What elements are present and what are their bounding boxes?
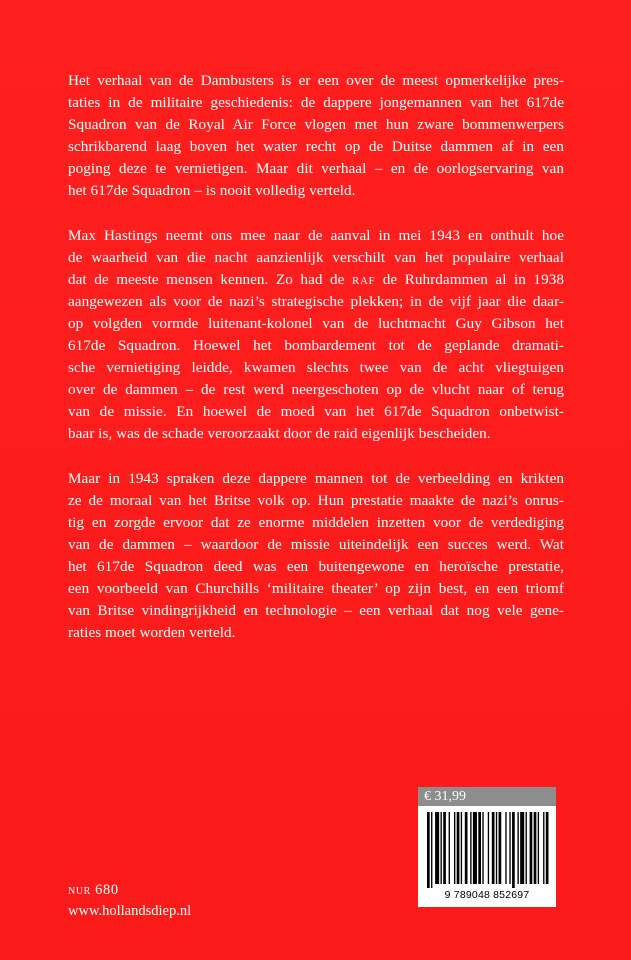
barcode-bar xyxy=(505,812,506,884)
blurb-paragraph-1 xyxy=(68,70,564,202)
blurb-line: een voorbeeld van Churchills ‘militaire theater’ op zijn best, en een triomf xyxy=(68,580,564,597)
barcode-bar xyxy=(435,812,439,884)
barcode-bar xyxy=(543,812,544,884)
blurb-line: 617de Squadron. Hoewel het bombardement tot de geplande dramati- xyxy=(68,337,564,354)
barcode-bar xyxy=(482,812,483,884)
blurb-line: tig en zorgde ervoor dat ze enorme middelen inzetten voor de verdediging xyxy=(68,514,564,531)
barcode-bar xyxy=(520,812,524,884)
blurb-line: de waarheid van die nacht aanzienlijk verschilt van het populaire verhaal xyxy=(68,249,564,266)
blurb-line: het 617de Squadron – is nooit volledig verteld. xyxy=(68,182,356,199)
blurb-line: aangewezen als voor de nazi’s strategische plekken; in de vijf jaar die daar- xyxy=(68,293,564,310)
blurb-line: Squadron van de Royal Air Force vlogen met hun zware bommenwerpers xyxy=(68,116,564,133)
barcode-bar xyxy=(496,812,497,884)
blurb-line: dat de meeste mensen kennen. Zo had de raf de Ruhrdammen al in 1938 xyxy=(68,271,565,288)
blurb-paragraph-3 xyxy=(68,468,564,644)
barcode-bar xyxy=(526,812,527,884)
barcode-bar xyxy=(517,812,518,884)
blurb-line: poging deze te vernietigen. Maar dit verhaal – en de oorlogservaring van xyxy=(68,160,564,177)
barcode-bar xyxy=(473,812,477,884)
barcode-bar xyxy=(488,812,489,884)
barcode-bar xyxy=(454,812,455,884)
barcode-bar xyxy=(465,812,468,884)
barcode-bar xyxy=(478,812,481,884)
blurb-line: sche vernietiging leidde, kwamen slechts twee van de acht vliegtuigen xyxy=(68,359,564,376)
barcode-bar xyxy=(538,812,539,884)
barcode-bar xyxy=(449,812,450,884)
blurb-line: baar is, was de schade veroorzaakt door de raid eigenlijk bescheiden. xyxy=(68,425,491,442)
nur-code: nur 680 xyxy=(68,882,119,898)
blurb-line: van Britse vindingrijkheid en technologie – een verhaal dat nog vele gene- xyxy=(68,602,564,619)
barcode-bar xyxy=(470,812,471,884)
barcode-bar xyxy=(499,812,502,884)
blurb-line: raties moet worden verteld. xyxy=(68,624,236,641)
publisher-website: www.hollandsdiep.nl xyxy=(68,903,192,919)
blurb-line: Maar in 1943 spraken deze dappere mannen tot de verbeelding en krikten xyxy=(68,470,564,487)
blurb-line: ze de moraal van het Britse volk op. Hun prestatie maakte de nazi’s onrus- xyxy=(68,492,564,509)
blurb-text xyxy=(68,70,564,667)
isbn-number: 9 789048 852697 xyxy=(444,889,530,901)
blurb-line: Max Hastings neemt ons mee naar de aanval in mei 1943 en onthult hoe xyxy=(68,227,564,244)
barcode-icon xyxy=(418,806,556,890)
barcode-bar xyxy=(546,812,549,884)
barcode-bar xyxy=(512,812,515,888)
barcode-bar xyxy=(427,812,430,888)
blurb-line: van de missie. En hoewel de moed van het 617de Squadron onbetwist- xyxy=(68,403,564,420)
barcode-bar xyxy=(492,812,495,884)
publisher-footer xyxy=(68,880,191,922)
blurb-line: het 617de Squadron deed was een buitengewone en heroïsche prestatie, xyxy=(68,558,564,575)
blurb-line: Het verhaal van de Dambusters is er een over de meest opmerkelijke pres- xyxy=(68,72,564,89)
barcode-bar xyxy=(457,812,460,884)
barcode-bar xyxy=(441,812,442,884)
blurb-paragraph-2 xyxy=(68,225,564,445)
barcode-bar xyxy=(461,812,462,884)
blurb-line: taties in de militaire geschiedenis: de dappere jongemannen van het 617de xyxy=(68,94,564,111)
blurb-line: op volgden vormde luitenant-kolonel van de luchtmacht Guy Gibson het xyxy=(68,315,564,332)
barcode-bar xyxy=(431,812,432,888)
barcode-bar xyxy=(509,812,510,884)
isbn-barcode xyxy=(418,806,556,907)
blurb-line: van de dammen – waardoor de missie uiteindelijk een succes werd. Wat xyxy=(68,536,564,553)
barcode-bar xyxy=(534,812,537,884)
barcode-bar xyxy=(443,812,446,884)
blurb-line: over de dammen – de rest werd neergeschoten op de vlucht naar of terug xyxy=(68,381,564,398)
price-label: € 31,99 xyxy=(418,787,556,806)
barcode-bar xyxy=(530,812,533,884)
blurb-line: schrikbarend laag boven het water recht op de Duitse dammen af in een xyxy=(68,138,564,155)
